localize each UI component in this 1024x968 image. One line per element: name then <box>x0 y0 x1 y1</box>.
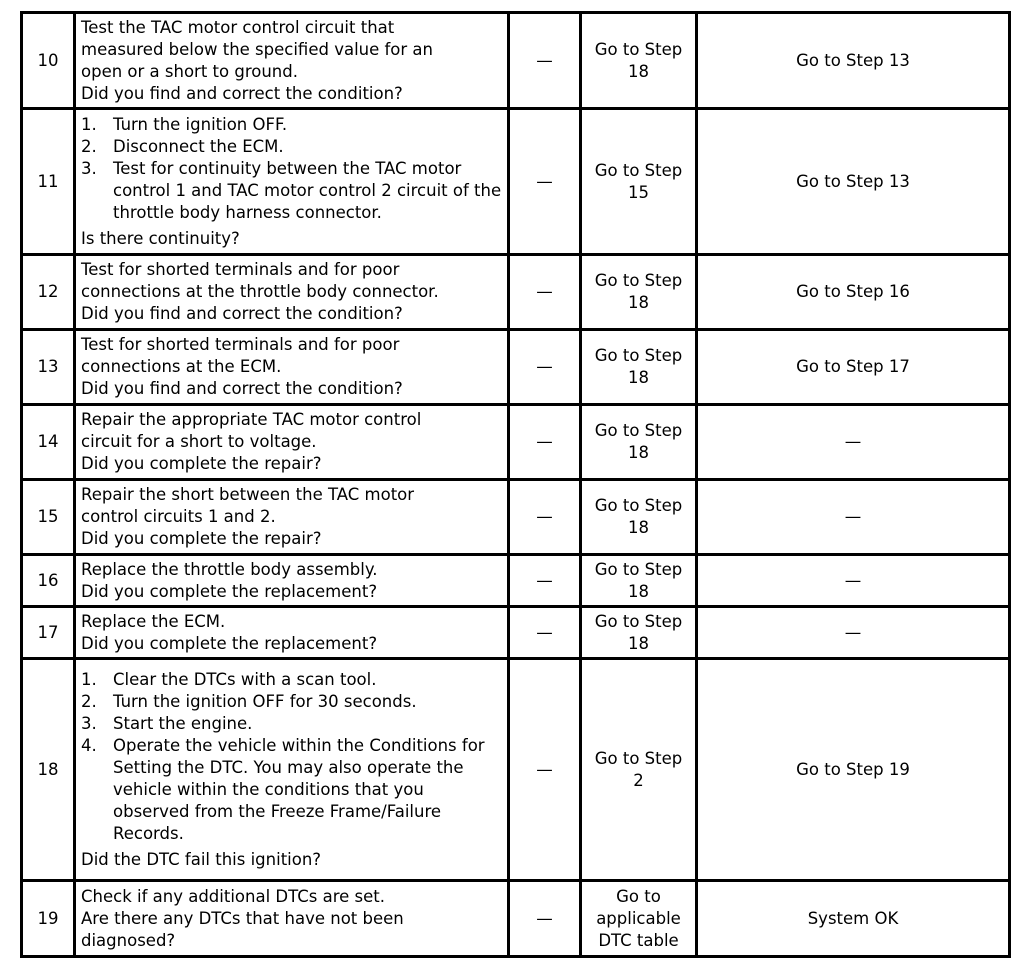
step-number: 15 <box>22 480 75 555</box>
table-row <box>22 255 1010 330</box>
question-text: Did the DTC fail this ignition? <box>81 849 322 869</box>
no-cell: — <box>697 607 1010 659</box>
value-cell: — <box>509 555 581 607</box>
step-number: 14 <box>22 405 75 480</box>
action-line: Test for shorted terminals and for poor <box>81 335 400 354</box>
action-line: Test the TAC motor control circuit that <box>81 17 395 37</box>
list-text: Start the engine. <box>113 713 253 733</box>
yes-line: 18 <box>628 581 649 601</box>
action-line: open or a short to ground. <box>81 61 298 81</box>
action-line: connections at the ECM. <box>81 357 282 376</box>
action-line: Repair the short between the TAC motor <box>81 485 415 504</box>
no-cell: Go to Step 13 <box>697 109 1010 255</box>
table-row <box>22 330 1010 405</box>
list-text: Turn the ignition OFF for 30 seconds. <box>113 691 417 711</box>
table-row <box>22 13 1010 109</box>
yes-line: 18 <box>628 443 649 462</box>
action-cell <box>75 607 509 659</box>
action-cell <box>75 330 509 405</box>
procedure-list <box>81 114 503 224</box>
action-line: Test for shorted terminals and for poor <box>81 260 400 279</box>
action-line: Replace the throttle body assembly. <box>81 559 378 579</box>
action-line: Replace the ECM. <box>81 611 226 631</box>
list-item <box>81 669 503 691</box>
table-row <box>22 881 1010 957</box>
list-item <box>81 158 503 224</box>
action-cell <box>75 881 509 957</box>
yes-cell <box>581 480 697 555</box>
list-number: 1. <box>81 669 97 689</box>
no-cell: — <box>697 555 1010 607</box>
yes-cell <box>581 555 697 607</box>
yes-cell <box>581 607 697 659</box>
action-line: measured below the specified value for an <box>81 39 434 59</box>
action-line: Repair the appropriate TAC motor control <box>81 410 422 429</box>
list-item <box>81 735 503 845</box>
yes-line: Go to Step <box>594 748 683 768</box>
no-cell: — <box>697 405 1010 480</box>
yes-line: 18 <box>628 61 649 81</box>
step-number: 10 <box>22 13 75 109</box>
step-number: 18 <box>22 659 75 881</box>
list-item <box>81 136 503 158</box>
value-cell: — <box>509 607 581 659</box>
action-cell <box>75 405 509 480</box>
action-line: Did you find and correct the condition? <box>81 83 403 103</box>
yes-line: Go to Step <box>594 271 683 290</box>
yes-line: 2 <box>633 770 644 790</box>
yes-line: applicable <box>596 908 681 928</box>
list-number: 1. <box>81 114 97 134</box>
yes-line: 18 <box>628 293 649 312</box>
value-cell: — <box>509 659 581 881</box>
diagnostic-steps-table <box>20 11 1011 958</box>
table-row <box>22 480 1010 555</box>
step-number: 11 <box>22 109 75 255</box>
no-cell: — <box>697 480 1010 555</box>
step-number: 17 <box>22 607 75 659</box>
no-cell: Go to Step 17 <box>697 330 1010 405</box>
list-item <box>81 713 503 735</box>
yes-line: 18 <box>628 518 649 537</box>
no-cell: Go to Step 13 <box>697 13 1010 109</box>
action-line: Did you complete the repair? <box>81 454 322 473</box>
value-cell: — <box>509 480 581 555</box>
action-cell <box>75 13 509 109</box>
table-row <box>22 607 1010 659</box>
step-number: 16 <box>22 555 75 607</box>
yes-cell <box>581 255 697 330</box>
action-line: Did you complete the repair? <box>81 529 322 548</box>
list-text: Turn the ignition OFF. <box>113 114 288 134</box>
action-line: Did you complete the replacement? <box>81 581 378 601</box>
table-row <box>22 555 1010 607</box>
list-item <box>81 691 503 713</box>
action-cell <box>75 109 509 255</box>
yes-line: Go to Step <box>594 39 683 59</box>
step-number: 13 <box>22 330 75 405</box>
action-cell <box>75 555 509 607</box>
value-cell: — <box>509 13 581 109</box>
list-number: 2. <box>81 136 97 156</box>
yes-cell <box>581 405 697 480</box>
value-cell: — <box>509 405 581 480</box>
action-line: Did you find and correct the condition? <box>81 379 403 398</box>
action-line: diagnosed? <box>81 930 176 950</box>
table-row <box>22 109 1010 255</box>
yes-line: Go to Step <box>594 496 683 515</box>
action-cell <box>75 480 509 555</box>
action-cell <box>75 659 509 881</box>
list-text: Disconnect the ECM. <box>113 136 284 156</box>
yes-line: Go to Step <box>594 346 683 365</box>
action-line: Did you find and correct the condition? <box>81 304 403 323</box>
step-number: 19 <box>22 881 75 957</box>
list-number: 4. <box>81 735 97 755</box>
yes-line: Go to Step <box>594 611 683 631</box>
yes-line: 15 <box>628 182 649 202</box>
value-cell: — <box>509 109 581 255</box>
procedure-list <box>81 669 503 845</box>
step-number: 12 <box>22 255 75 330</box>
yes-line: Go to Step <box>594 559 683 579</box>
question-text: Is there continuity? <box>81 228 240 248</box>
yes-cell <box>581 109 697 255</box>
yes-cell <box>581 13 697 109</box>
action-line: Check if any additional DTCs are set. <box>81 886 385 906</box>
action-cell <box>75 255 509 330</box>
list-text: Clear the DTCs with a scan tool. <box>113 669 377 689</box>
table-row <box>22 405 1010 480</box>
yes-line: 18 <box>628 633 649 653</box>
value-cell: — <box>509 881 581 957</box>
action-line: Are there any DTCs that have not been <box>81 908 404 928</box>
no-cell: Go to Step 16 <box>697 255 1010 330</box>
action-line: Did you complete the replacement? <box>81 633 378 653</box>
list-number: 2. <box>81 691 97 711</box>
list-text: Operate the vehicle within the Conditions for Setting the DTC. You may also operate the vehicle within the conditions that you observed from the Freeze Frame/Failure Records. <box>113 735 485 843</box>
table-row <box>22 659 1010 881</box>
yes-line: DTC table <box>598 930 679 950</box>
yes-line: Go to <box>616 886 661 906</box>
value-cell: — <box>509 330 581 405</box>
no-cell: Go to Step 19 <box>697 659 1010 881</box>
action-line: control circuits 1 and 2. <box>81 507 276 526</box>
yes-line: Go to Step <box>594 421 683 440</box>
list-number: 3. <box>81 713 97 733</box>
yes-line: 18 <box>628 368 649 387</box>
no-cell: System OK <box>697 881 1010 957</box>
list-number: 3. <box>81 158 97 178</box>
list-item <box>81 114 503 136</box>
steps-table-body <box>22 13 1010 957</box>
action-line: connections at the throttle body connector. <box>81 282 439 301</box>
list-text: Test for continuity between the TAC motor control 1 and TAC motor control 2 circuit of the throttle body harness connector. <box>113 158 502 222</box>
yes-line: Go to Step <box>594 160 683 180</box>
value-cell: — <box>509 255 581 330</box>
action-line: circuit for a short to voltage. <box>81 432 317 451</box>
yes-cell <box>581 659 697 881</box>
yes-cell <box>581 330 697 405</box>
yes-cell <box>581 881 697 957</box>
